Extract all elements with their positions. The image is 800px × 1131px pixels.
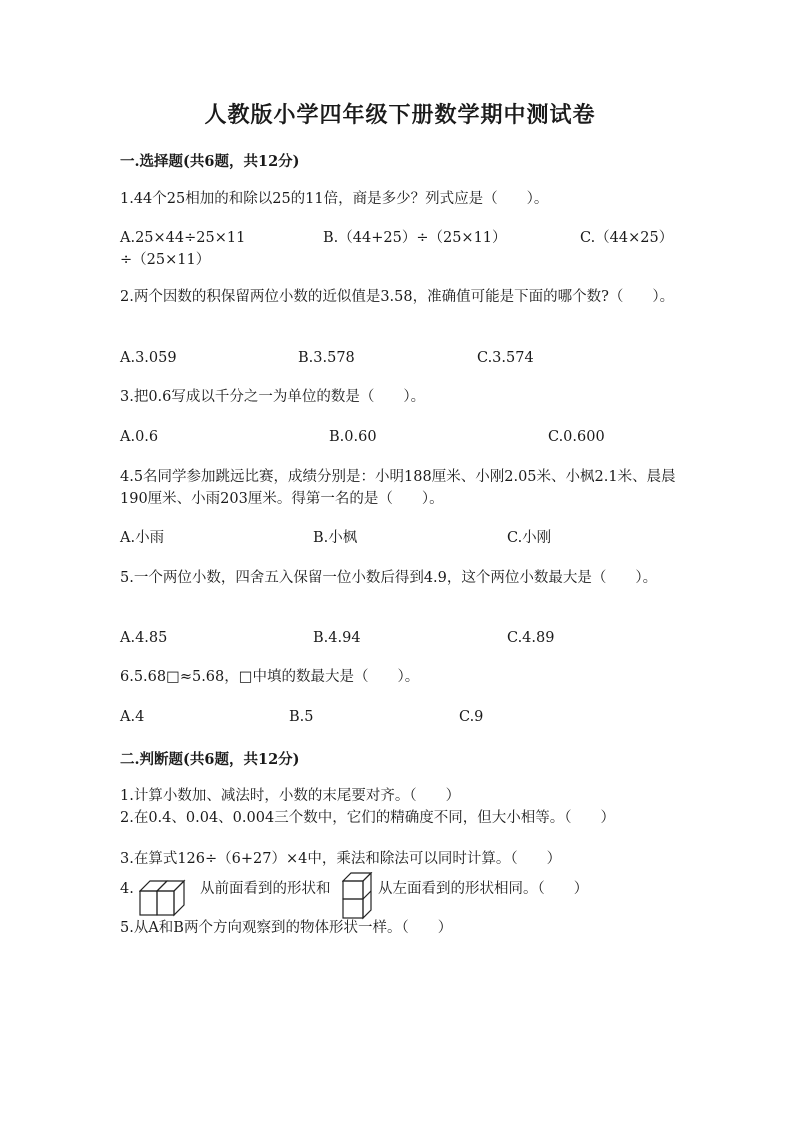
stacked-cube-figure [342,872,378,920]
option-b: B.4.94 [313,630,361,646]
judgement-4-middle: 从前面看到的形状和 [200,881,331,897]
page-title: 人教版小学四年级下册数学期中测试卷 [204,102,596,128]
option-a: A.4.85 [120,630,168,646]
question-6-options [120,706,680,728]
question-2: 2.两个因数的积保留两位小数的近似值是3.58，准确值可能是下面的哪个数?（ ）。 [120,289,675,305]
option-c: C.3.574 [477,350,534,366]
judgement-5: 5.从A和B两个方向观察到的物体形状一样。（ ） [120,920,453,936]
section-title-choice: 一.选择题(共6题，共12分) [120,153,300,170]
question-4-options [120,527,680,549]
option-a: A.小雨 [120,530,165,546]
option-b: B.5 [289,709,314,725]
option-b: B.小枫 [313,530,358,546]
exam-page [120,0,680,1131]
option-c: C.9 [459,709,484,725]
question-5-options [120,627,680,649]
question-2-options [120,347,680,369]
question-1-options [120,227,680,271]
three-cube-row-figure [139,874,193,918]
question-6: 6.5.68□≈5.68，□中填的数最大是（ ）。 [120,669,420,685]
judgement-4-number: 4. [120,881,134,897]
option-c: C.0.600 [548,429,605,445]
question-5: 5.一个两位小数，四舍五入保留一位小数后得到4.9，这个两位小数最大是（ ）。 [120,570,658,586]
judgement-1: 1.计算小数加、减法时，小数的末尾要对齐。（ ） [120,788,461,804]
question-4: 4.5名同学参加跳远比赛，成绩分别是：小明188厘米、小刚2.05米、小枫2.1米、晨晨190厘米、小雨203厘米。得第一名的是（ ）。 [120,469,676,507]
option-c: C.小刚 [507,530,552,546]
question-3: 3.把0.6写成以千分之一为单位的数是（ ）。 [120,389,426,405]
option-b: B.3.578 [298,350,355,366]
section-title-judgement: 二.判断题(共6题，共12分) [120,751,300,768]
option-a: A.25×44÷25×11 [120,230,246,246]
option-c-continued: ÷（25×11） [120,252,211,268]
judgement-3: 3.在算式126÷（6+27）×4中，乘法和除法可以同时计算。（ ） [120,851,562,867]
question-1: 1.44个25相加的和除以25的11倍，商是多少？列式应是（ ）。 [120,191,549,207]
judgement-2: 2.在0.4、0.04、0.004三个数中，它们的精确度不同，但大小相等。（ ） [120,810,615,826]
option-a: A.0.6 [120,429,159,445]
option-a: A.4 [120,709,145,725]
question-3-options [120,426,680,448]
option-b: B.0.60 [329,429,377,445]
option-c: C.（44×25） [580,230,674,246]
judgement-4 [120,872,680,922]
option-b: B.（44+25）÷（25×11） [323,230,507,246]
judgement-4-suffix: 从左面看到的形状相同。（ ） [378,881,589,897]
option-c: C.4.89 [507,630,555,646]
option-a: A.3.059 [120,350,177,366]
